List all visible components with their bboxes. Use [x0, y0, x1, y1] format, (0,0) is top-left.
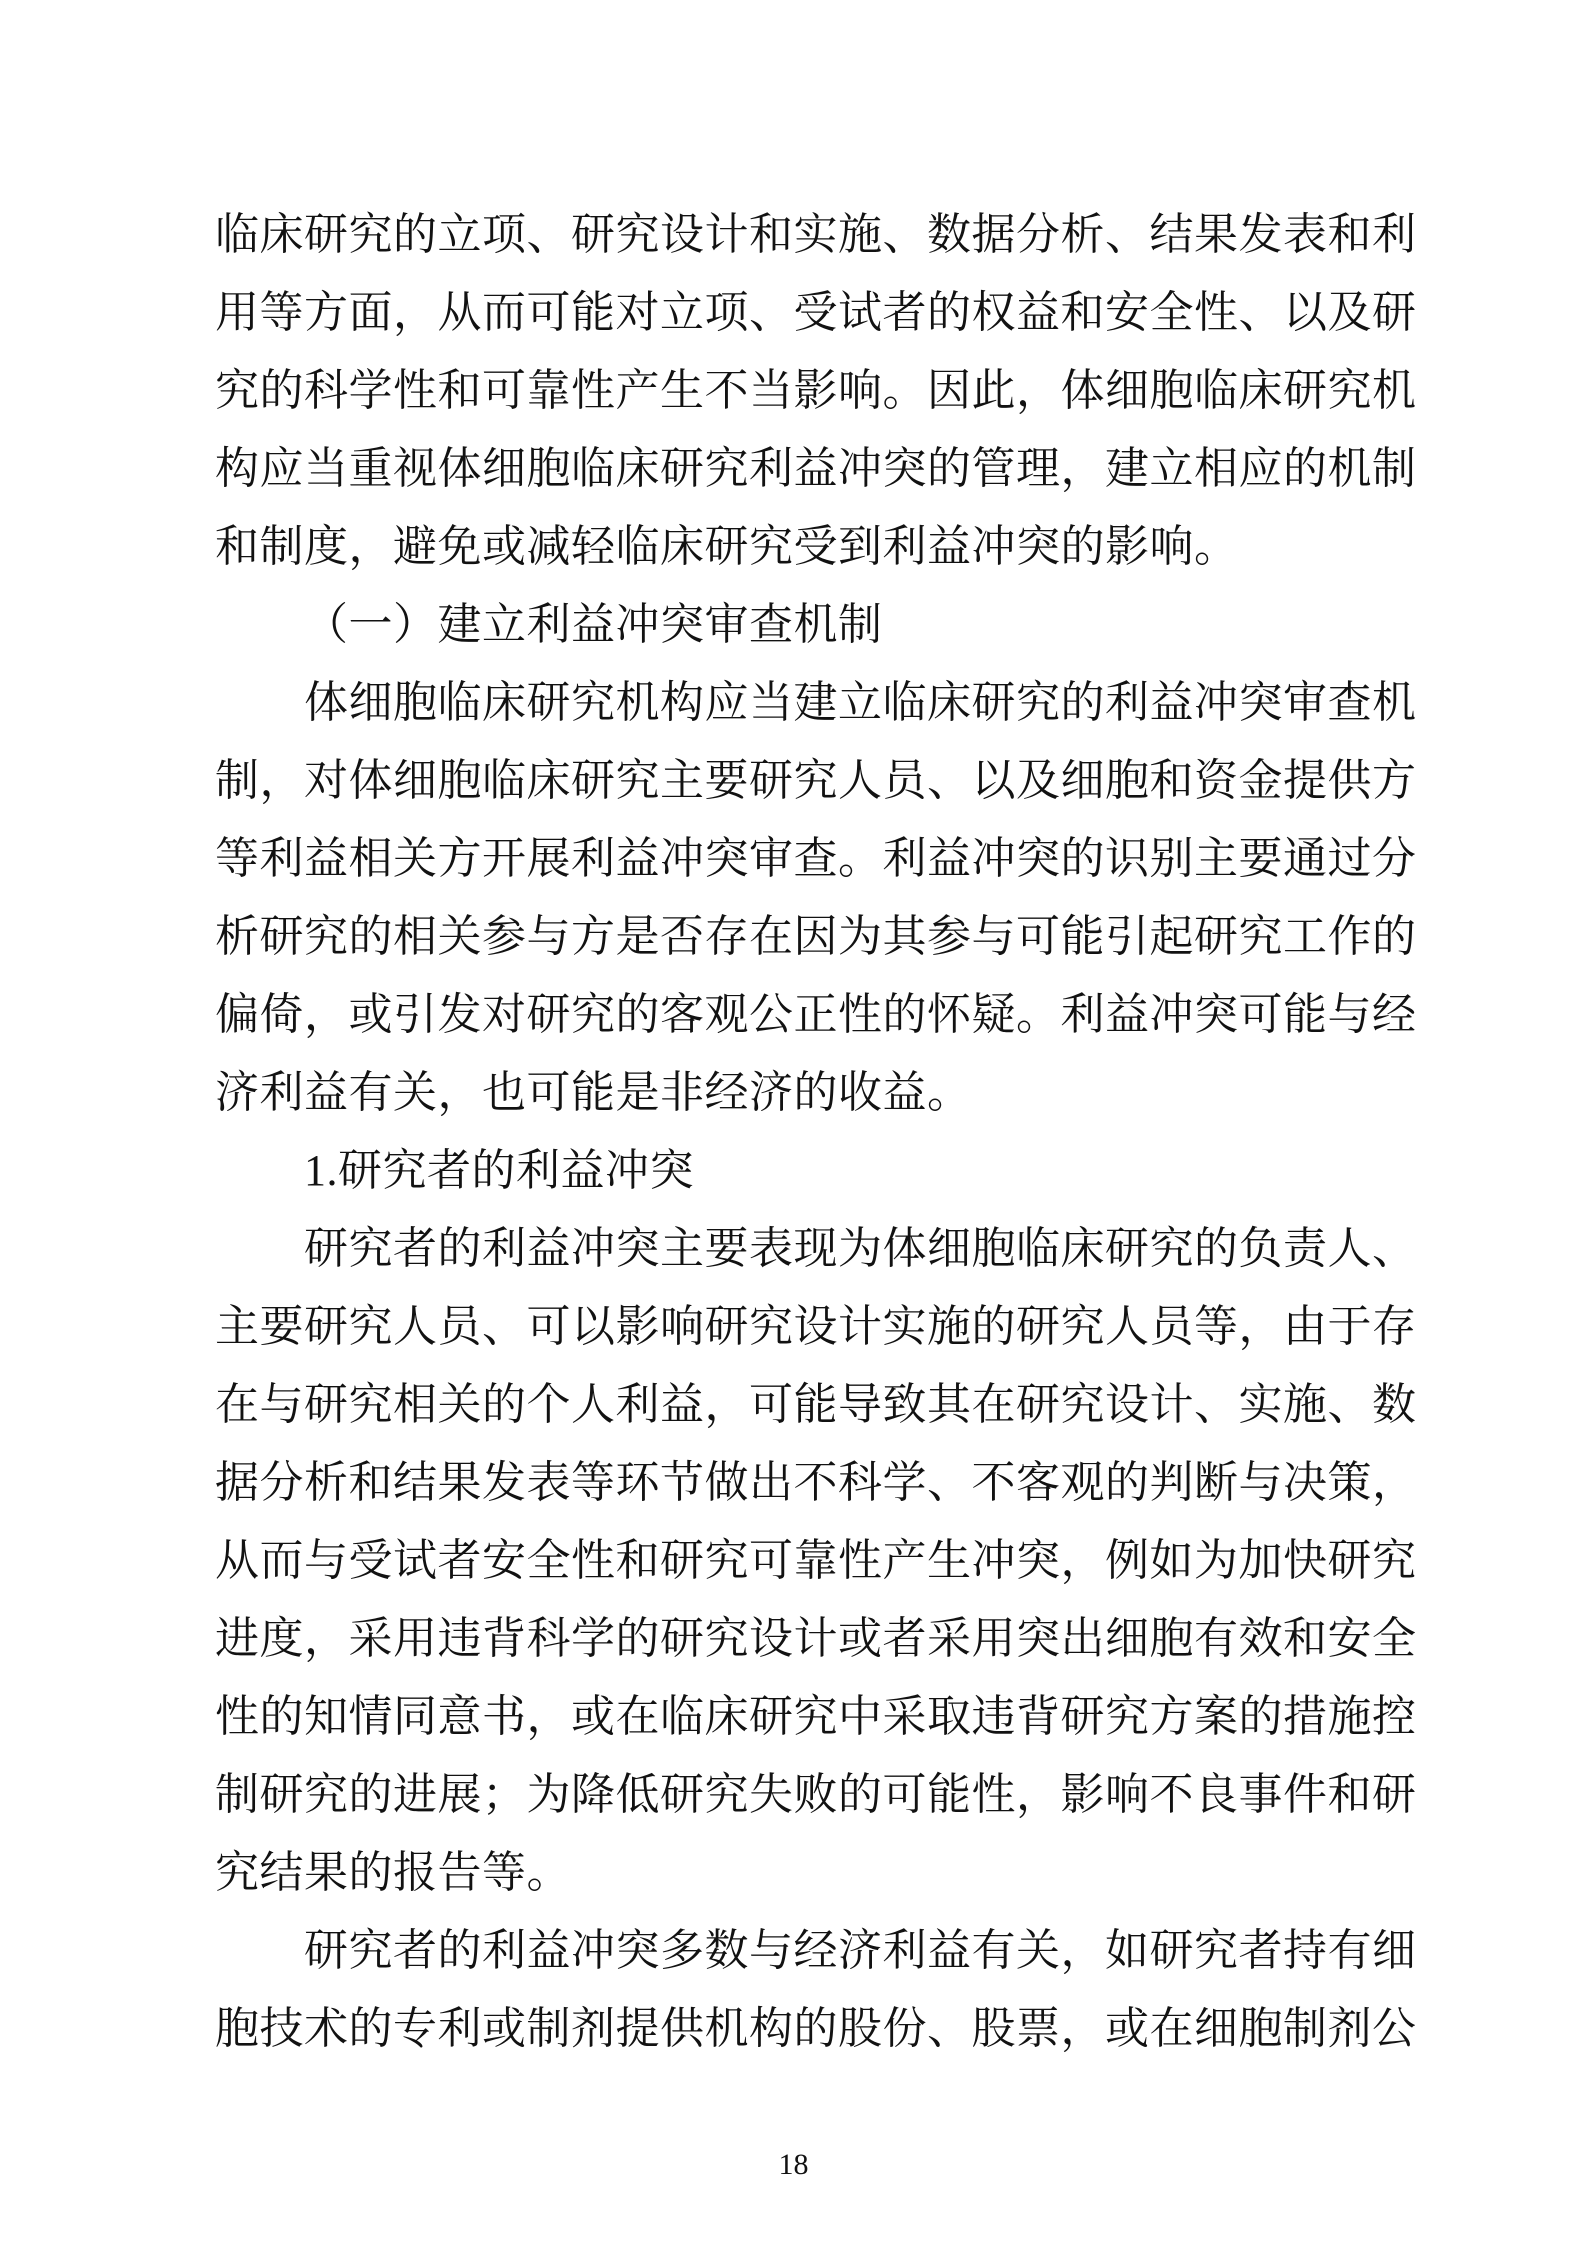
text-line: 究的科学性和可靠性产生不当影响。因此，体细胞临床研究机: [215, 366, 1417, 415]
text-line: 进度，采用违背科学的研究设计或者采用突出细胞有效和安全: [215, 1614, 1417, 1663]
text-line: 制研究的进展；为降低研究失败的可能性，影响不良事件和研: [215, 1770, 1417, 1819]
text-line: 从而与受试者安全性和研究可靠性产生冲突，例如为加快研究: [215, 1536, 1417, 1585]
text-line: 研究者的利益冲突多数与经济利益有关，如研究者持有细: [304, 1926, 1417, 1975]
text-line: 主要研究人员、可以影响研究设计实施的研究人员等，由于存: [215, 1302, 1417, 1351]
text-line: 析研究的相关参与方是否存在因为其参与可能引起研究工作的: [215, 912, 1417, 961]
text-line: 究结果的报告等。: [215, 1848, 571, 1897]
text-line: 用等方面，从而可能对立项、受试者的权益和安全性、以及研: [215, 288, 1417, 337]
text-line: 据分析和结果发表等环节做出不科学、不客观的判断与决策，: [215, 1458, 1417, 1507]
text-line: 构应当重视体细胞临床研究利益冲突的管理，建立相应的机制: [215, 444, 1417, 493]
text-line: 和制度，避免或减轻临床研究受到利益冲突的影响。: [215, 522, 1239, 571]
text-line: 在与研究相关的个人利益，可能导致其在研究设计、实施、数: [215, 1380, 1417, 1429]
section-heading: （一）建立利益冲突审查机制: [304, 600, 883, 649]
text-line: 临床研究的立项、研究设计和实施、数据分析、结果发表和利: [215, 210, 1417, 259]
text-line: 研究者的利益冲突主要表现为体细胞临床研究的负责人、: [304, 1224, 1417, 1273]
text-block: [215, 196, 1430, 2068]
text-line: 偏倚，或引发对研究的客观公正性的怀疑。利益冲突可能与经: [215, 990, 1417, 1039]
text-line: 性的知情同意书，或在临床研究中采取违背研究方案的措施控: [215, 1692, 1417, 1741]
text-line: 体细胞临床研究机构应当建立临床研究的利益冲突审查机: [304, 678, 1417, 727]
text-line: 胞技术的专利或制剂提供机构的股份、股票，或在细胞制剂公: [215, 2004, 1417, 2053]
text-line: 等利益相关方开展利益冲突审查。利益冲突的识别主要通过分: [215, 834, 1417, 883]
subsection-heading: 1.研究者的利益冲突: [304, 1146, 694, 1195]
text-line: 制，对体细胞临床研究主要研究人员、以及细胞和资金提供方: [215, 756, 1417, 805]
page-number: 18: [778, 2148, 809, 2181]
text-line: 济利益有关，也可能是非经济的收益。: [215, 1068, 972, 1117]
